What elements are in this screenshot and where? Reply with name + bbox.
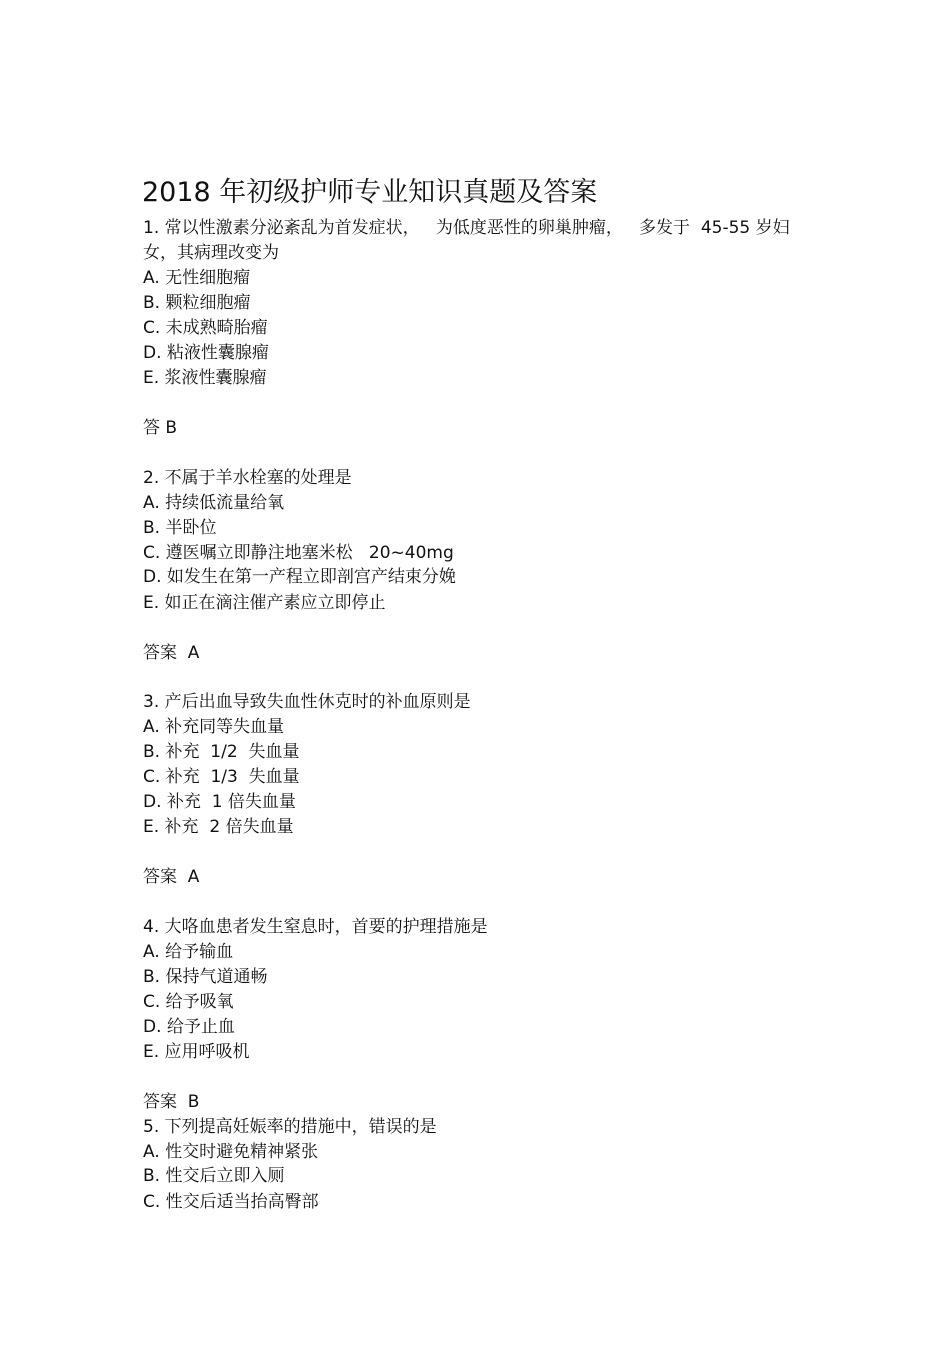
question-4-option-e: E. 应用呼吸机	[143, 1042, 250, 1062]
question-1-option-d: D. 粘液性囊腺瘤	[143, 343, 269, 363]
question-2-option-b: B. 半卧位	[143, 518, 217, 538]
question-2-option-c: C. 遵医嘱立即静注地塞米松 20~40mg	[143, 543, 454, 563]
question-3-option-d: D. 补充 1 倍失血量	[143, 792, 296, 812]
question-5-option-c: C. 性交后适当抬高臀部	[143, 1192, 319, 1212]
question-1-option-b: B. 颗粒细胞瘤	[143, 293, 251, 313]
question-1-stem-line-1: 1. 常以性激素分泌紊乱为首发症状， 为低度恶性的卵巢肿瘤， 多发于 45-55 岁妇	[143, 218, 790, 238]
document-title: 2018 年初级护师专业知识真题及答案	[142, 177, 598, 208]
question-1-option-a: A. 无性细胞瘤	[143, 268, 251, 288]
question-1-option-e: E. 浆液性囊腺瘤	[143, 368, 267, 388]
question-3-stem: 3. 产后出血导致失血性休克时的补血原则是	[143, 692, 471, 712]
question-4-option-d: D. 给予止血	[143, 1017, 235, 1037]
question-2-answer: 答案 A	[143, 643, 200, 663]
question-3-option-c: C. 补充 1/3 失血量	[143, 767, 300, 787]
question-5-option-b: B. 性交后立即入厕	[143, 1166, 285, 1186]
question-2-option-e: E. 如正在滴注催产素应立即停止	[143, 593, 386, 613]
question-4-stem: 4. 大咯血患者发生窒息时，首要的护理措施是	[143, 917, 488, 937]
question-4-option-a: A. 给予输血	[143, 942, 234, 962]
question-2-stem: 2. 不属于羊水栓塞的处理是	[143, 468, 352, 488]
question-5-option-a: A. 性交时避免精神紧张	[143, 1142, 319, 1162]
question-4-option-b: B. 保持气道通畅	[143, 967, 268, 987]
question-3-option-a: A. 补充同等失血量	[143, 717, 285, 737]
question-1-answer: 答 B	[143, 418, 178, 438]
question-2-option-a: A. 持续低流量给氧	[143, 493, 285, 513]
question-3-option-b: B. 补充 1/2 失血量	[143, 742, 300, 762]
question-1-stem-line-2: 女，其病理改变为	[143, 243, 279, 263]
question-4-answer: 答案 B	[143, 1092, 200, 1112]
question-1-option-c: C. 未成熟畸胎瘤	[143, 318, 268, 338]
question-3-option-e: E. 补充 2 倍失血量	[143, 817, 294, 837]
question-5-stem: 5. 下列提高妊娠率的措施中，错误的是	[143, 1117, 437, 1137]
question-3-answer: 答案 A	[143, 867, 200, 887]
question-4-option-c: C. 给予吸氧	[143, 992, 234, 1012]
question-2-option-d: D. 如发生在第一产程立即剖宫产结束分娩	[143, 567, 456, 587]
